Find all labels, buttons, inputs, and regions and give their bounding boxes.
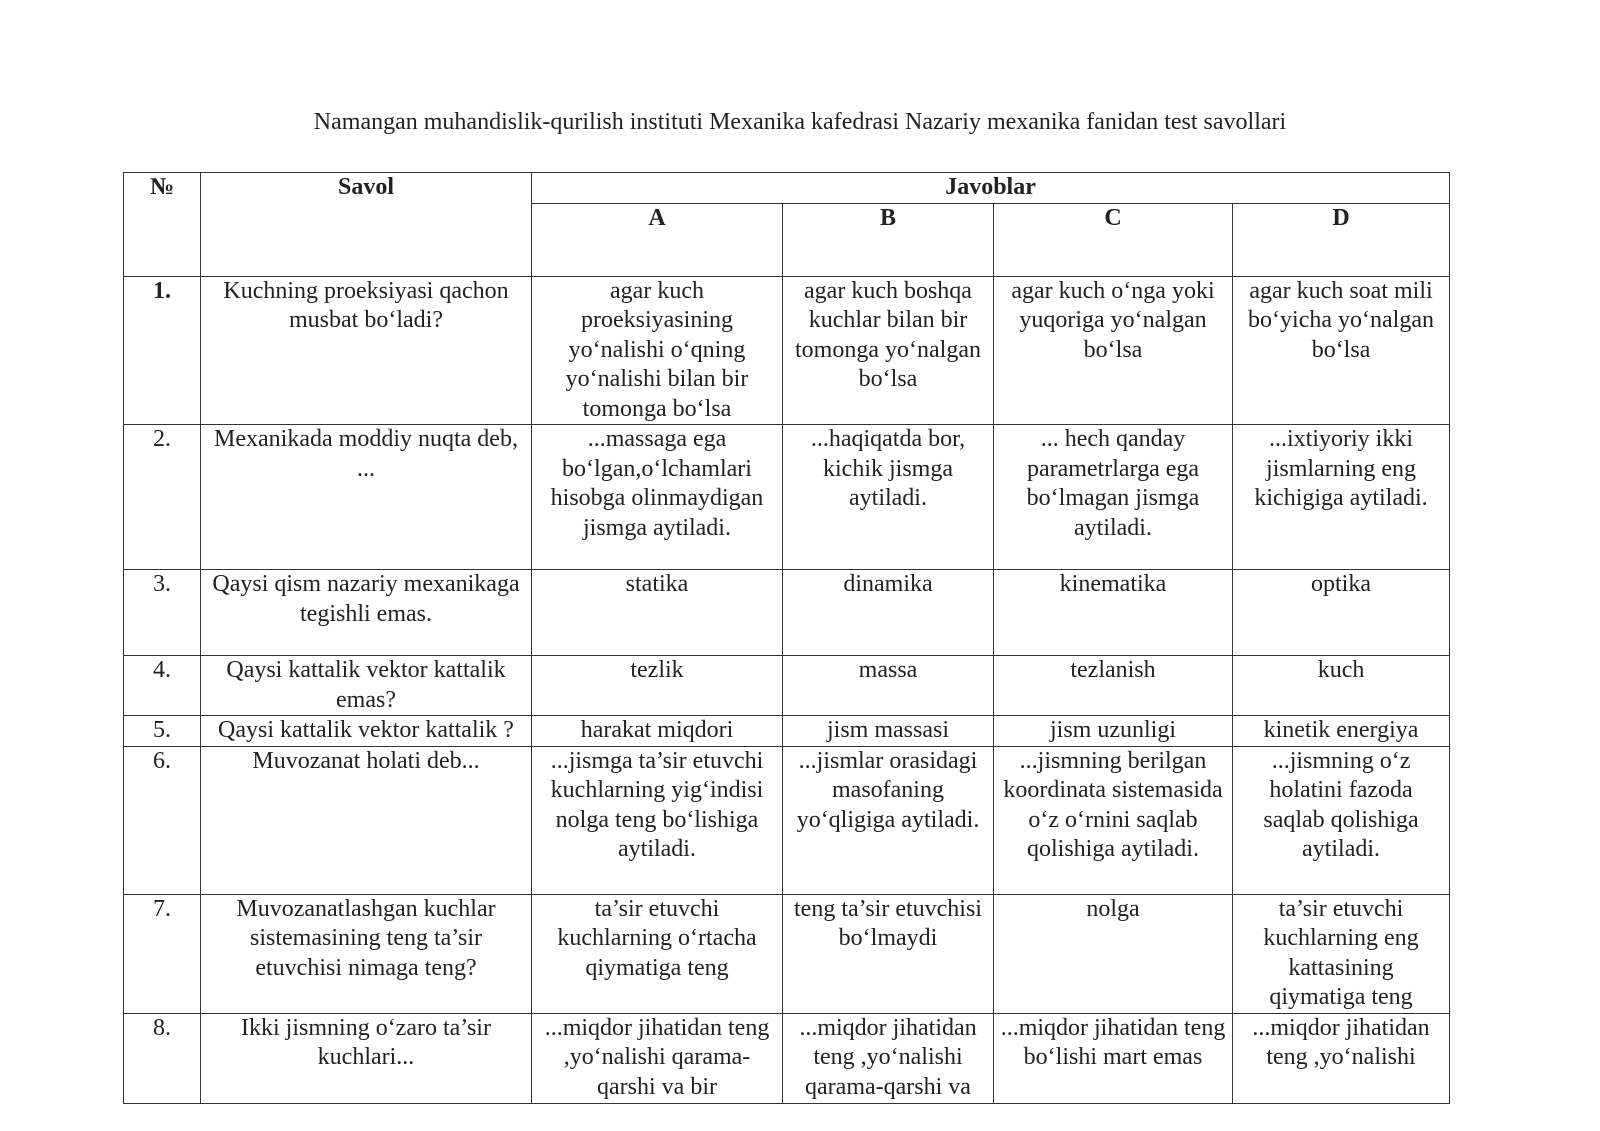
answer-a: ...miqdor jihatidan teng ,yo‘nalishi qarama-qarshi va bir	[532, 1013, 783, 1103]
question-text: Qaysi qism nazariy mexanikaga tegishli emas.	[201, 570, 532, 656]
table-row	[124, 276, 1450, 425]
answer-d: ta’sir etuvchi kuchlarning eng kattasining qiymatiga teng	[1233, 894, 1450, 1013]
header-number: №	[124, 173, 201, 277]
answer-b: ...miqdor jihatidan teng ,yo‘nalishi qarama-qarshi va	[783, 1013, 994, 1103]
table-row	[124, 746, 1450, 894]
answer-d: kuch	[1233, 656, 1450, 716]
answer-c: kinematika	[994, 570, 1233, 656]
question-number: 4.	[124, 656, 201, 716]
test-questions-table	[123, 172, 1450, 1104]
question-number: 3.	[124, 570, 201, 656]
answer-a: ta’sir etuvchi kuchlarning o‘rtacha qiymatiga teng	[532, 894, 783, 1013]
answer-a: ...massaga ega bo‘lgan,o‘lchamlari hisobga olinmaydigan jismga aytiladi.	[532, 425, 783, 570]
table-row	[124, 570, 1450, 656]
answer-d: optika	[1233, 570, 1450, 656]
answer-b: ...haqiqatda bor, kichik jismga aytiladi.	[783, 425, 994, 570]
question-text: Muvozanatlashgan kuchlar sistemasining teng ta’sir etuvchisi nimaga teng?	[201, 894, 532, 1013]
answer-d: ...jismning o‘z holatini fazoda saqlab qolishiga aytiladi.	[1233, 746, 1450, 894]
header-answers: Javoblar	[532, 173, 1450, 204]
question-number: 8.	[124, 1013, 201, 1103]
answer-b: teng ta’sir etuvchisi bo‘lmaydi	[783, 894, 994, 1013]
table-row	[124, 716, 1450, 747]
document-title: Namangan muhandislik-qurilish instituti Mexanika kafedrasi Nazariy mexanika fanidan test savollari	[313, 109, 1287, 135]
header-option-d: D	[1233, 203, 1450, 276]
answer-d: ...miqdor jihatidan teng ,yo‘nalishi	[1233, 1013, 1450, 1103]
header-question: Savol	[201, 173, 532, 277]
question-text: Muvozanat holati deb...	[201, 746, 532, 894]
answer-c: ...jismning berilgan koordinata sistemasida o‘z o‘rnini saqlab qolishiga aytiladi.	[994, 746, 1233, 894]
answer-a: ...jismga ta’sir etuvchi kuchlarning yig‘indisi nolga teng bo‘lishiga aytiladi.	[532, 746, 783, 894]
answer-c: ...miqdor jihatidan teng bo‘lishi mart emas	[994, 1013, 1233, 1103]
answer-d: agar kuch soat mili bo‘yicha yo‘nalgan bo‘lsa	[1233, 276, 1450, 425]
answer-b: jism massasi	[783, 716, 994, 747]
table-row	[124, 1013, 1450, 1103]
table-row	[124, 656, 1450, 716]
question-text: Kuchning proeksiyasi qachon musbat bo‘ladi?	[201, 276, 532, 425]
question-text: Qaysi kattalik vektor kattalik emas?	[201, 656, 532, 716]
answer-c: jism uzunligi	[994, 716, 1233, 747]
header-option-b: B	[783, 203, 994, 276]
answer-a: agar kuch proeksiyasining yo‘nalishi o‘qning yo‘nalishi bilan bir tomonga bo‘lsa	[532, 276, 783, 425]
question-number: 1.	[124, 276, 201, 425]
answer-c: agar kuch o‘nga yoki yuqoriga yo‘nalgan bo‘lsa	[994, 276, 1233, 425]
answer-c: nolga	[994, 894, 1233, 1013]
question-text: Mexanikada moddiy nuqta deb, ...	[201, 425, 532, 570]
answer-d: ...ixtiyoriy ikki jismlarning eng kichigiga aytiladi.	[1233, 425, 1450, 570]
question-number: 7.	[124, 894, 201, 1013]
answer-c: ... hech qanday parametrlarga ega bo‘lmagan jismga aytiladi.	[994, 425, 1233, 570]
question-number: 2.	[124, 425, 201, 570]
answer-b: agar kuch boshqa kuchlar bilan bir tomonga yo‘nalgan bo‘lsa	[783, 276, 994, 425]
question-text: Ikki jismning o‘zaro ta’sir kuchlari...	[201, 1013, 532, 1103]
table-row	[124, 425, 1450, 570]
answer-b: massa	[783, 656, 994, 716]
answer-a: statika	[532, 570, 783, 656]
answer-d: kinetik energiya	[1233, 716, 1450, 747]
header-option-c: C	[994, 203, 1233, 276]
question-text: Qaysi kattalik vektor kattalik ?	[201, 716, 532, 747]
answer-b: dinamika	[783, 570, 994, 656]
table-row	[124, 894, 1450, 1013]
answer-a: tezlik	[532, 656, 783, 716]
answer-c: tezlanish	[994, 656, 1233, 716]
header-option-a: A	[532, 203, 783, 276]
answer-a: harakat miqdori	[532, 716, 783, 747]
question-number: 6.	[124, 746, 201, 894]
question-number: 5.	[124, 716, 201, 747]
answer-b: ...jismlar orasidagi masofaning yo‘qligiga aytiladi.	[783, 746, 994, 894]
